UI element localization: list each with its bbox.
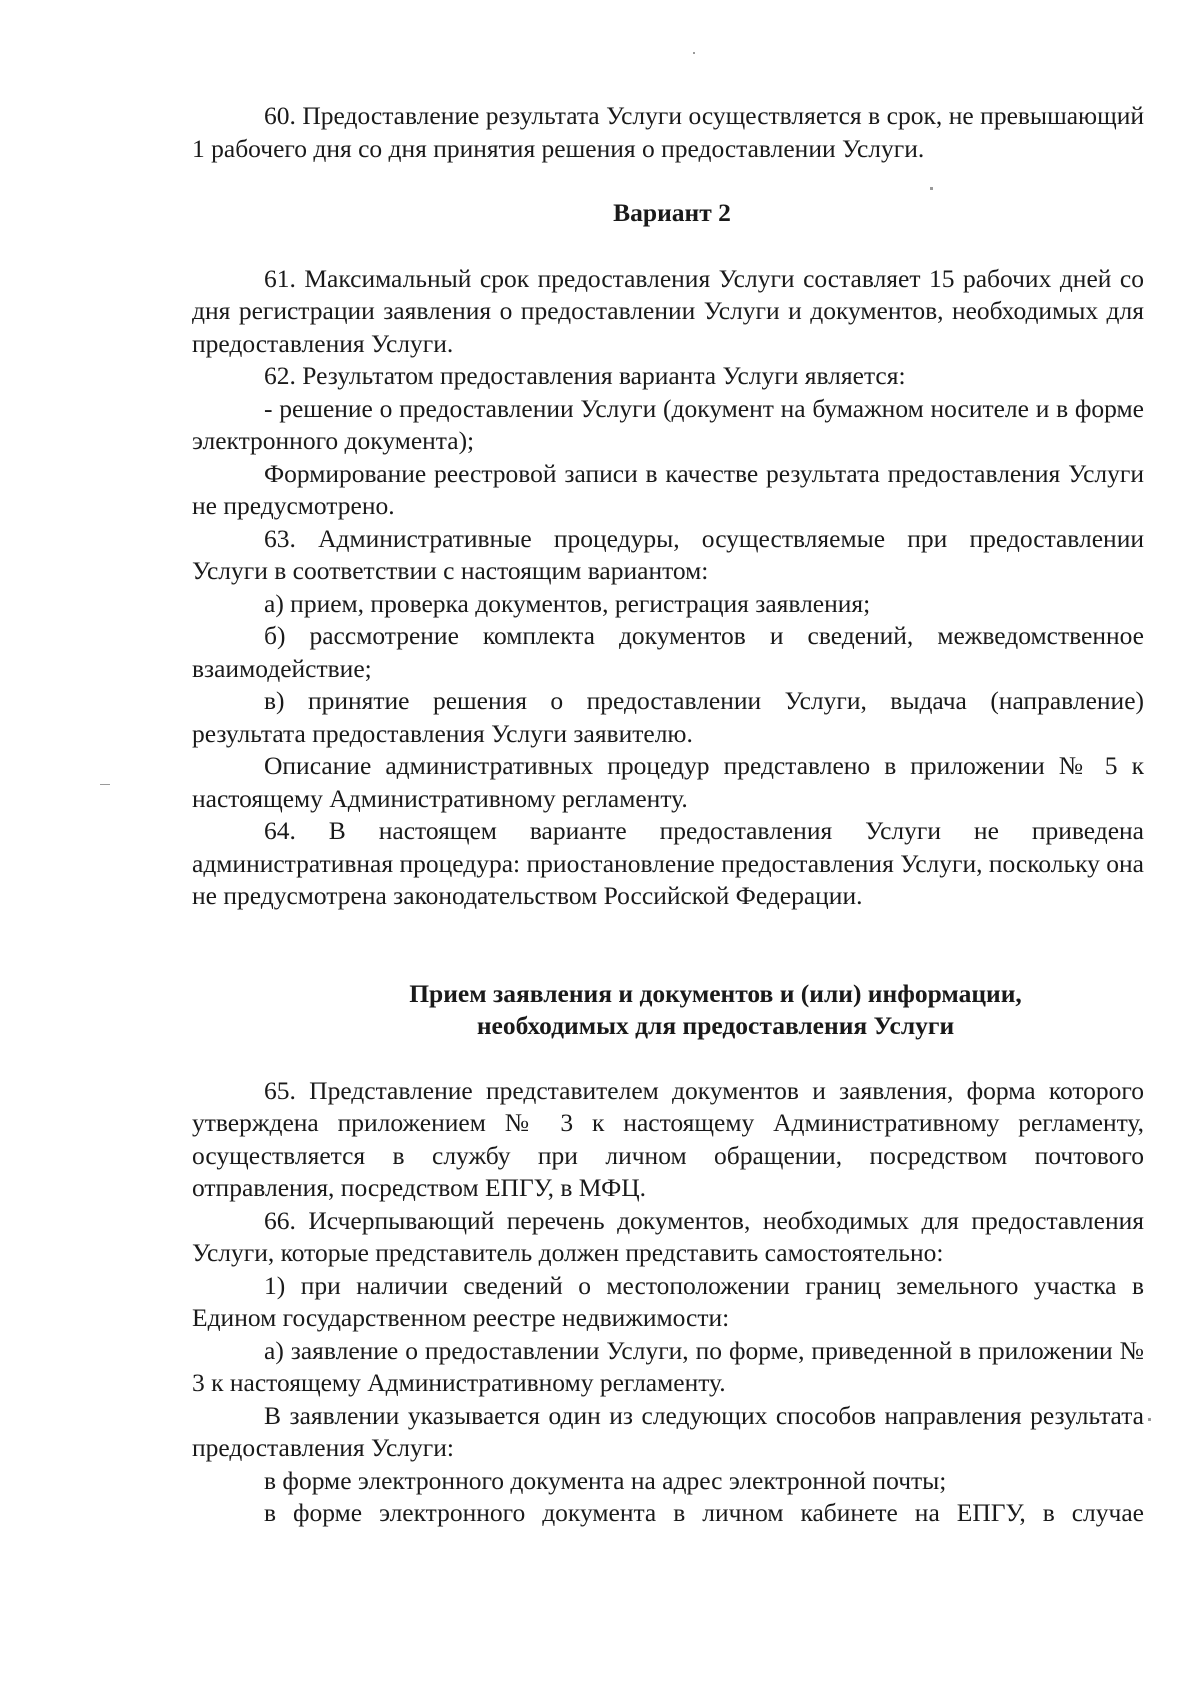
list-item-a: а) прием, проверка документов, регистрация заявления; [264,588,871,618]
heading-section-line-2: необходимых для предоставления Услуги [476,1011,955,1040]
paragraph-66: 66. Исчерпывающий перечень документов, необходимых для предоставления Услуги, которые представитель должен представить самостоятельно: [192,1205,1144,1267]
list-item-decision: - решение о предоставлении Услуги (документ на бумажном носителе и в форме электронного документа); [192,393,1144,455]
paragraph-60: 60. Предоставление результата Услуги осуществляется в срок, не превышающий 1 рабочего дня со дня принятия решения о предоставлении Услуги. [192,101,1144,163]
heading-section-line-1: Прием заявления и документов и (или) информации, [409,978,1022,1008]
paragraph-62: 62. Результатом предоставления варианта Услуги является: [264,361,906,390]
heading-variant-2: Вариант 2 [613,198,731,227]
document-page [192,100,1144,1530]
scan-speck [693,52,695,54]
list-item-b: б) рассмотрение комплекта документов и сведений, межведомственное взаимодействие; [192,621,1144,683]
list-item-c: в) принятие решения о предоставлении Услуги, выдача (направление) результата предоставления Услуги заявителю. [192,686,1144,748]
list-item-1: 1) при наличии сведений о местоположении границ земельного участка в Едином государственном реестре недвижимости: [192,1270,1144,1332]
paragraph-procedures-description: Описание административных процедур представлено в приложении № 5 к настоящему Административному регламенту. [192,751,1144,813]
list-item-email: в форме электронного документа на адрес электронной почты; [264,1465,947,1495]
list-item-epgu: в форме электронного документа в личном кабинете на ЕПГУ, в случае [264,1498,1144,1527]
paragraph-delivery-methods: В заявлении указывается один из следующих способов направления результата предоставления Услуги: [192,1400,1144,1462]
heading-section [192,978,1144,1043]
scan-margin-mark [100,784,110,785]
paragraph-64: 64. В настоящем варианте предоставления Услуги не приведена административная процедура: приостановление предоставления Услуги, поскольку она не предусмотрена законодательством Российской Федерации. [192,816,1144,910]
paragraph-61: 61. Максимальный срок предоставления Услуги составляет 15 рабочих дней со дня регистрации заявления о предоставлении Услуги и документов, необходимых для предоставления Услуги. [192,263,1144,358]
paragraph-63: 63. Административные процедуры, осуществляемые при предоставлении Услуги в соответствии с настоящим вариантом: [192,523,1144,585]
list-item-1a: а) заявление о предоставлении Услуги, по форме, приведенной в приложении № 3 к настоящему Административному регламенту. [192,1335,1144,1397]
paragraph-65: 65. Представление представителем документов и заявления, форма которого утверждена приложением № 3 к настоящему Административному регламенту, осуществляется в службу при личном обращении, посредством почтового отправления, посредством ЕПГУ, в МФЦ. [192,1075,1144,1202]
scan-speck [1148,1418,1151,1421]
paragraph-registry-record: Формирование реестровой записи в качестве результата предоставления Услуги не предусмотрено. [192,458,1144,520]
